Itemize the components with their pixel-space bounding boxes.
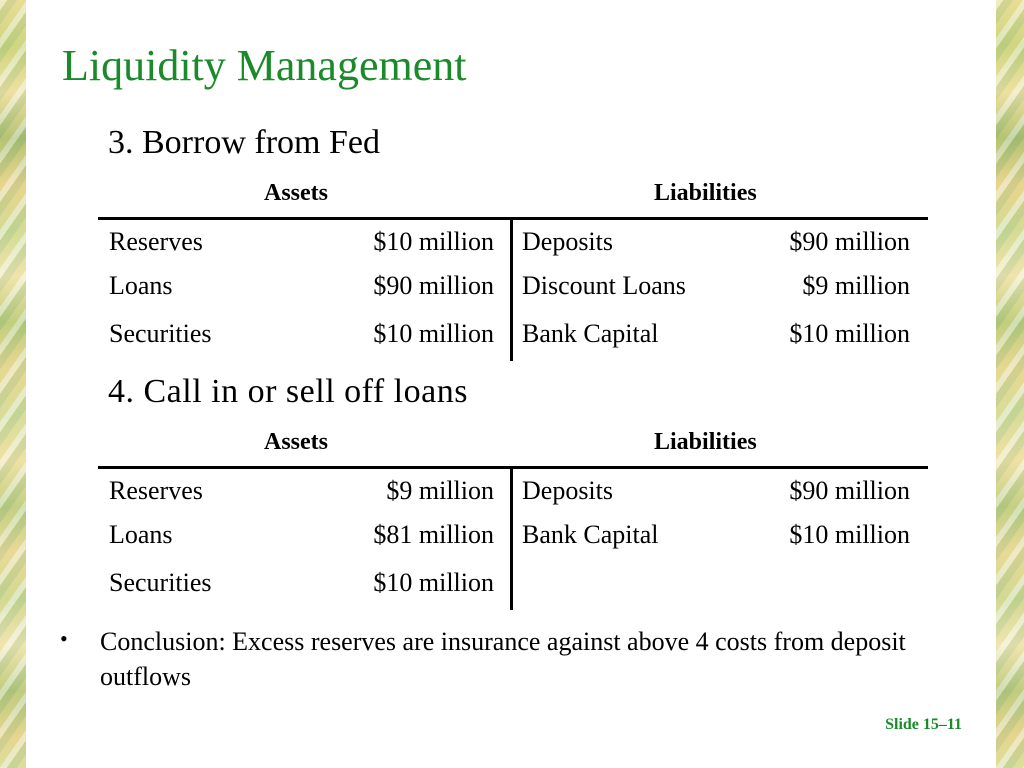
- assets-header: Assets: [264, 180, 328, 206]
- asset-label: Reserves: [109, 476, 203, 505]
- decorative-left-border: [0, 0, 26, 768]
- t-account-top-rule: [98, 217, 928, 220]
- bullet-marker: •: [60, 626, 68, 651]
- liability-value: $10 million: [789, 319, 910, 348]
- asset-label: Securities: [109, 568, 212, 597]
- liability-label: Discount Loans: [522, 271, 686, 300]
- asset-label: Loans: [109, 271, 173, 300]
- liability-label: Deposits: [522, 227, 613, 256]
- section-heading-borrow: 3. Borrow from Fed: [108, 124, 380, 161]
- liability-value: $90 million: [789, 476, 910, 505]
- asset-value: $81 million: [373, 520, 494, 549]
- slide-title: Liquidity Management: [62, 41, 467, 90]
- asset-value: $90 million: [373, 271, 494, 300]
- assets-header: Assets: [264, 429, 328, 455]
- liability-value: $90 million: [789, 227, 910, 256]
- t-account-center-rule: [510, 217, 513, 361]
- asset-label: Loans: [109, 520, 173, 549]
- t-account-center-rule: [510, 466, 513, 610]
- liability-value: $9 million: [802, 271, 910, 300]
- asset-value: $10 million: [373, 227, 494, 256]
- liabilities-header: Liabilities: [654, 429, 757, 455]
- section-heading-call: 4. Call in or sell off loans: [108, 373, 468, 410]
- decorative-right-border: [996, 0, 1024, 768]
- conclusion-text: Conclusion: Excess reserves are insurance against above 4 costs from deposit outflows: [100, 627, 906, 691]
- liability-label: Bank Capital: [522, 520, 659, 549]
- liabilities-header: Liabilities: [654, 180, 757, 206]
- asset-label: Securities: [109, 319, 212, 348]
- asset-value: $9 million: [386, 476, 494, 505]
- t-account-top-rule: [98, 466, 928, 469]
- asset-label: Reserves: [109, 227, 203, 256]
- asset-value: $10 million: [373, 568, 494, 597]
- slide-number: Slide 15–11: [885, 716, 962, 733]
- liability-value: $10 million: [789, 520, 910, 549]
- asset-value: $10 million: [373, 319, 494, 348]
- liability-label: Deposits: [522, 476, 613, 505]
- liability-label: Bank Capital: [522, 319, 659, 348]
